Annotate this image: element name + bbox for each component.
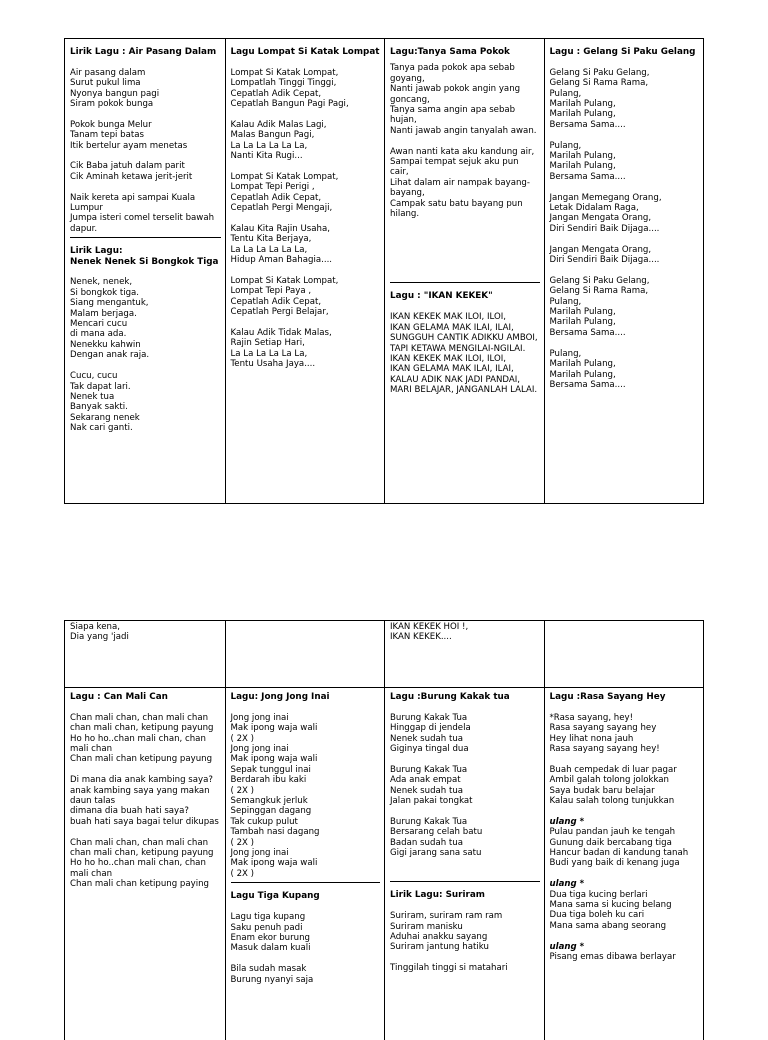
column-4-continued <box>544 621 704 687</box>
column-2 <box>225 39 385 503</box>
lyric-line: Cik Baba jatuh dalam parit <box>70 161 185 172</box>
lyric-line: Kalau Adik Malas Lagi, <box>230 119 327 130</box>
lyric-line: Saya budak baru belajar <box>549 785 655 796</box>
lyric-line: Lompat Si Katak Lompat, <box>230 171 339 182</box>
lyric-line: Saku penuh padi <box>230 922 303 933</box>
lyric-line: Tak cukup pulut <box>230 816 298 827</box>
lyric-line: Nanti Kita Rugi... <box>230 151 303 162</box>
column-1 <box>65 39 225 503</box>
lyric-line: Marilah Pulang, <box>549 369 616 380</box>
column-4 <box>544 39 704 503</box>
lyric-line: Nanti jawab angin tanyalah awan. <box>390 125 537 136</box>
lyric-line: Marilah Pulang, <box>549 109 616 120</box>
blank-line <box>231 161 381 171</box>
song-lyrics <box>231 713 381 880</box>
lyric-line: Awan nanti kata aku kandung air, <box>390 146 535 157</box>
lyric-line: Hinggap di jendela <box>390 723 471 734</box>
song-lyrics <box>550 713 700 807</box>
lyric-line: Lompatlah Tinggi Tinggi, <box>230 78 337 89</box>
lyric-line: Siapa kena, <box>70 622 120 632</box>
blank-line <box>231 109 381 119</box>
lyric-line: IKAN KEKEK MAK ILOI, ILOI, <box>390 312 507 323</box>
column-3 <box>384 688 544 1040</box>
song-lyrics <box>390 713 540 859</box>
lyric-line: Rasa sayang sayang hey <box>549 723 657 734</box>
lyric-line: Siang mengantuk, <box>70 298 149 309</box>
lyric-line: Malam berjaga. <box>70 308 137 319</box>
column-3 <box>384 39 544 503</box>
blank-line <box>231 317 381 327</box>
lyric-line: Bersama Sama.... <box>549 119 626 130</box>
lyric-line: Kalau salah tolong tunjukkan <box>549 796 675 807</box>
lyric-line: anak kambing saya yang makan daun talas <box>70 785 210 807</box>
song-lyrics <box>70 68 221 234</box>
blank-line <box>231 265 381 275</box>
lyric-line: Diri Sendiri Baik Dijaga.... <box>549 255 660 266</box>
lyric-line: Cepatlah Bangun Pagi Pagi, <box>230 99 349 110</box>
column-1 <box>65 688 225 1040</box>
lyric-line: Mak ipong waja wali <box>230 754 318 765</box>
lyric-line: Tak dapat lari. <box>70 381 131 392</box>
lyric-line: chan mali chan, ketipung payung <box>70 848 214 859</box>
lyric-line: Lompat Tepi Perigi , <box>230 182 315 193</box>
blank-line <box>550 754 700 764</box>
lyric-line: Lompat Si Katak Lompat, <box>230 275 339 286</box>
lyric-line: Cepatlah Adik Cepat, <box>230 192 322 203</box>
blank-line <box>390 806 540 816</box>
song-lyrics <box>550 890 700 932</box>
column-2-continued <box>225 621 385 687</box>
lyric-line: Berdarah ibu kaki <box>230 775 307 786</box>
lyric-line: Marilah Pulang, <box>549 99 616 110</box>
blank-line <box>70 182 221 192</box>
lyric-line: Burung Kakak Tua <box>390 712 468 723</box>
song-title-burung-kakak-tua: Lagu :Burung Kakak tua <box>390 692 510 702</box>
lyric-line: Pisang emas dibawa berlayar <box>549 952 676 963</box>
lyric-line: Air pasang dalam <box>70 67 146 78</box>
lyric-line: Chan mali chan, chan mali chan <box>70 837 209 848</box>
song-lyrics <box>231 68 381 370</box>
lyric-line: IKAN KEKEK.... <box>390 632 452 643</box>
lyric-line: ( 2X ) <box>230 785 255 796</box>
column-1-continued <box>65 621 225 687</box>
lyric-line: Jumpa isteri comel terselit bawah dapur. <box>70 213 215 234</box>
lyric-line: Lompat Tepi Paya , <box>230 286 312 297</box>
blank-line <box>550 234 700 244</box>
lyric-line: Bersama Sama.... <box>549 327 626 338</box>
song-lyrics <box>550 68 700 391</box>
lyric-line: Cepatlah Pergi Mengaji, <box>230 203 333 214</box>
blank-line <box>390 754 540 764</box>
lyric-line: Sepinggan dagang <box>230 806 312 817</box>
lyric-line: Tambah nasi dagang <box>230 827 320 838</box>
lyric-line: Marilah Pulang, <box>549 151 616 162</box>
divider <box>390 881 540 882</box>
lyric-line: Jong jong inai <box>230 744 289 755</box>
lyric-line: Dia yang 'jadi <box>70 632 129 643</box>
lyric-line: Pulau pandan jauh ke tengah <box>549 827 676 838</box>
song-lyrics <box>390 63 540 219</box>
lyric-line: Cepatlah Adik Cepat, <box>230 296 322 307</box>
song-lyrics <box>231 912 381 985</box>
lyric-line: Ho ho ho..chan mali chan, chan mali chan <box>70 858 206 879</box>
lyric-line: Itik bertelur ayam menetas <box>70 140 188 151</box>
song-lyrics <box>550 827 700 869</box>
song-title-rasa-sayang: Lagu :Rasa Sayang Hey <box>549 692 666 702</box>
lyric-line: Nenek sudah tua <box>390 733 464 744</box>
lyric-line: Kalau Kita Rajin Usaha, <box>230 223 330 234</box>
lyric-line: ( 2X ) <box>230 837 255 848</box>
lyric-line: Surut pukul lima <box>70 78 141 89</box>
divider <box>231 882 381 883</box>
lyric-line: Kalau Adik Tidak Malas, <box>230 327 332 338</box>
repeat-marker: ulang * <box>549 816 585 827</box>
lyric-line: chan mali chan, ketipung payung <box>70 723 214 734</box>
blank-line <box>550 265 700 275</box>
lyric-line: Malas Bangun Pagi, <box>230 130 315 141</box>
lyric-line: Ada anak empat <box>390 775 461 786</box>
lyrics-table-bottom <box>64 620 704 1040</box>
lyric-line: Mana sama abang seorang <box>549 920 667 931</box>
lyric-line: IKAN GELAMA MAK ILAI, ILAI, <box>390 364 514 375</box>
song-lyrics <box>390 622 540 643</box>
lyric-line: IKAN GELAMA MAK ILAI, ILAI, <box>390 322 514 333</box>
repeat-marker: ulang * <box>549 879 585 890</box>
lyric-line: Jalan pakai tongkat <box>390 796 473 807</box>
lyric-line: Sekarang nenek <box>70 412 140 423</box>
lyric-line: Burung Kakak Tua <box>390 764 468 775</box>
lyric-line: Tanya sama angin apa sebab hujan, <box>390 105 516 126</box>
continuation-row <box>65 621 703 688</box>
lyric-line: *Rasa sayang, hey! <box>549 712 634 723</box>
lyric-line: IKAN KEKEK MAK ILOI, ILOI, <box>390 353 507 364</box>
lyric-line: MARI BELAJAR, JANGANLAH LALAI. <box>390 385 538 396</box>
lyric-line: Marilah Pulang, <box>549 307 616 318</box>
lyric-line: Jong jong inai <box>230 848 289 859</box>
lyric-line: Tinggilah tinggi si matahari <box>390 963 508 974</box>
lyric-line: Dua tiga boleh ku cari <box>549 910 645 921</box>
lyric-line: Si bongkok tiga. <box>70 287 140 298</box>
lyric-line: KALAU ADIK NAK JADI PANDAI, <box>390 374 521 385</box>
lyric-line: Pulang, <box>549 140 582 151</box>
lyric-line: Marilah Pulang, <box>549 359 616 370</box>
lyric-line: dimana dia buah hati saya? <box>70 806 189 817</box>
lyric-line: Budi yang baik di kenang juga <box>549 858 680 869</box>
lyric-line: Burung nyanyi saja <box>230 974 314 985</box>
lyric-line: Dua tiga kucing berlari <box>549 889 648 900</box>
blank-line <box>70 151 221 161</box>
lyric-line: Pulang, <box>549 348 582 359</box>
lyric-line: Campak satu batu bayang pun hilang. <box>390 198 523 220</box>
lyric-line: Pulang, <box>549 88 582 99</box>
lyric-line: Bersama Sama.... <box>549 379 626 390</box>
song-title-can-mali-can: Lagu : Can Mali Can <box>70 692 168 702</box>
lyric-line: TAPI KETAWA MENGILAI-NGILAI. <box>390 343 526 354</box>
lyric-line: Mencari cucu <box>70 319 128 330</box>
song-lyrics <box>70 277 221 433</box>
blank-line <box>550 182 700 192</box>
lyric-line: Nenek, nenek, <box>70 277 133 288</box>
blank-line <box>550 338 700 348</box>
lyric-line: Banyak sakti. <box>70 402 128 413</box>
lyric-line: Chan mali chan, chan mali chan <box>70 712 209 723</box>
lyric-line: Aduhai anakku sayang <box>390 932 488 943</box>
lyric-line: Letak Didalam Raga, <box>549 203 639 214</box>
lyric-line: Cepatlah Pergi Belajar, <box>230 307 329 318</box>
song-lyrics <box>70 713 221 890</box>
lyric-line: Rajin Setiap Hari, <box>230 338 305 349</box>
lyric-line: Naik kereta api sampai Kuala Lumpur <box>70 192 196 214</box>
lyric-line: Diri Sendiri Baik Dijaga.... <box>549 223 660 234</box>
lyric-line: Jangan Mengata Orang, <box>549 244 652 255</box>
lyric-line: Sepak tunggul inai <box>230 764 311 775</box>
lyric-line: ( 2X ) <box>230 868 255 879</box>
lyric-line: La La La La La La, <box>230 244 308 255</box>
column-4 <box>544 688 704 1040</box>
divider <box>70 237 221 238</box>
songs-row <box>65 688 703 1040</box>
lyric-line: Siram pokok bunga <box>70 99 154 110</box>
lyric-line: Lagu tiga kupang <box>230 912 306 923</box>
lyric-line: Nenek sudah tua <box>390 785 464 796</box>
lyric-line: Hidup Aman Bahagia.... <box>230 255 333 266</box>
lyric-line: Nyonya bangun pagi <box>70 88 160 99</box>
lyric-line: Cepatlah Adik Cepat, <box>230 88 322 99</box>
lyric-line: Gelang Si Paku Gelang, <box>549 275 650 286</box>
lyric-line: Giginya tingal dua <box>390 744 469 755</box>
lyric-line: Buah cempedak di luar pagar <box>549 764 677 775</box>
lyric-line: Tanam tepi batas <box>70 130 144 141</box>
lyric-line: Sampai tempat sejuk aku pun cair, <box>390 157 519 178</box>
lyric-line: Nak cari ganti. <box>70 423 133 434</box>
lyric-line: Di mana dia anak kambing saya? <box>70 775 213 786</box>
song-title-air-pasang-dalam: Lirik Lagu : Air Pasang Dalam <box>70 47 217 57</box>
blank-line <box>70 109 221 119</box>
song-lyrics <box>390 312 540 395</box>
lyric-line: SUNGGUH CANTIK ADIKKU AMBOI, <box>390 333 538 344</box>
song-title-suriram: Lirik Lagu: Suriram <box>390 890 485 901</box>
lyric-line: Ambil galah tolong jolokkan <box>549 775 669 786</box>
lyric-line: Bila sudah masak <box>230 964 307 975</box>
lyric-line: Nenek tua <box>70 391 115 402</box>
lyric-line: Tentu Usaha Jaya.... <box>230 359 316 370</box>
blank-line <box>70 765 221 775</box>
blank-line <box>550 130 700 140</box>
lyric-line: buah hati saya bagai telur dikupas <box>70 816 219 827</box>
song-title-tiga-kupang: Lagu Tiga Kupang <box>230 891 320 902</box>
lyric-line: Pulang, <box>549 296 582 307</box>
lyric-line: Gigi jarang sana satu <box>390 848 482 859</box>
lyric-line: Gelang Si Rama Rama, <box>549 286 649 297</box>
lyric-line: Dengan anak raja. <box>70 350 150 361</box>
lyrics-table-top <box>64 38 704 504</box>
lyric-line: Mana sama si kucing belang <box>549 900 672 911</box>
lyric-line: Enam ekor burung <box>230 932 311 943</box>
divider <box>390 282 540 283</box>
column-2 <box>225 688 385 1040</box>
blank-line <box>390 136 540 146</box>
lyric-line: Mak ipong waja wali <box>230 858 318 869</box>
column-3-continued <box>384 621 544 687</box>
song-title-nenek-si-bongkok-tiga: Lirik Lagu: Nenek Nenek Si Bongkok Tiga <box>70 246 219 267</box>
repeat-marker: ulang * <box>549 941 585 952</box>
lyric-line: Nenekku kahwin <box>70 339 141 350</box>
song-lyrics <box>550 952 700 962</box>
lyric-line: La La La La La La, <box>230 140 308 151</box>
lyric-line: Gunung daik bercabang tiga <box>549 837 672 848</box>
lyric-line: Jong jong inai <box>230 712 289 723</box>
blank-line <box>231 954 381 964</box>
lyric-line: Chan mali chan ketipung paying <box>70 879 209 890</box>
blank-line <box>70 827 221 837</box>
lyric-line: Hancur badan di kandung tanah <box>549 848 689 859</box>
song-lyrics <box>70 622 221 643</box>
lyric-line: Gelang Si Rama Rama, <box>549 78 649 89</box>
blank-line <box>70 361 221 371</box>
lyric-line: Semangkuk jerluk <box>230 796 308 807</box>
lyric-line: Suriram manisku <box>390 921 463 932</box>
lyric-line: Jangan Mengata Orang, <box>549 213 652 224</box>
lyric-line: Lihat dalam air nampak bayang-bayang, <box>390 177 530 199</box>
song-lyrics <box>390 911 540 973</box>
lyric-line: Chan mali chan ketipung payung <box>70 754 213 765</box>
blank-line <box>390 953 540 963</box>
lyric-line: Suriram, suriram ram ram <box>390 911 503 922</box>
lyric-line: La La La La La La, <box>230 348 308 359</box>
lyric-line: Nanti jawab pokok angin yang goncang, <box>390 84 521 105</box>
lyric-line: Masuk dalam kuali <box>230 943 311 954</box>
lyric-line: Bersarang celah batu <box>390 827 483 838</box>
lyric-line: Rasa sayang sayang hey! <box>549 744 660 755</box>
lyric-line: Ho ho ho..chan mali chan, chan mali chan <box>70 733 206 755</box>
lyric-line: Mak ipong waja wali <box>230 723 318 734</box>
lyric-line: Cucu, cucu <box>70 371 118 382</box>
lyric-line: Bersama Sama.... <box>549 171 626 182</box>
lyric-line: di mana ada. <box>70 329 127 340</box>
lyric-line: Cik Aminah ketawa jerit-jerit <box>70 171 193 182</box>
lyric-line: Badan sudah tua <box>390 837 463 848</box>
song-title-tanya-sama-pokok: Lagu:Tanya Sama Pokok <box>390 47 510 57</box>
lyric-line: Tanya pada pokok apa sebab goyang, <box>390 63 515 84</box>
lyric-line: Marilah Pulang, <box>549 161 616 172</box>
lyric-line: Hey lihat nona jauh <box>549 733 634 744</box>
song-title-gelang-si-paku: Lagu : Gelang Si Paku Gelang <box>549 47 696 57</box>
song-title-lompat-si-katak: Lagu Lompat Si Katak Lompat <box>230 47 380 57</box>
lyric-line: Jangan Memegang Orang, <box>549 192 662 203</box>
lyric-line: Suriram jantung hatiku <box>390 942 489 953</box>
lyric-line: Lompat Si Katak Lompat, <box>230 67 339 78</box>
blank-line <box>231 213 381 223</box>
lyric-line: Marilah Pulang, <box>549 317 616 328</box>
lyric-line: Tentu Kita Berjaya, <box>230 234 312 245</box>
lyric-line: Gelang Si Paku Gelang, <box>549 67 650 78</box>
lyric-line: IKAN KEKEK HOI !, <box>390 622 469 632</box>
lyric-line: Burung Kakak Tua <box>390 816 468 827</box>
lyric-line: Pokok bunga Melur <box>70 119 152 130</box>
lyric-line: ( 2X ) <box>230 733 255 744</box>
song-title-jong-jong-inai: Lagu: Jong Jong Inai <box>230 692 330 702</box>
song-title-ikan-kekek: Lagu : "IKAN KEKEK" <box>390 291 493 302</box>
